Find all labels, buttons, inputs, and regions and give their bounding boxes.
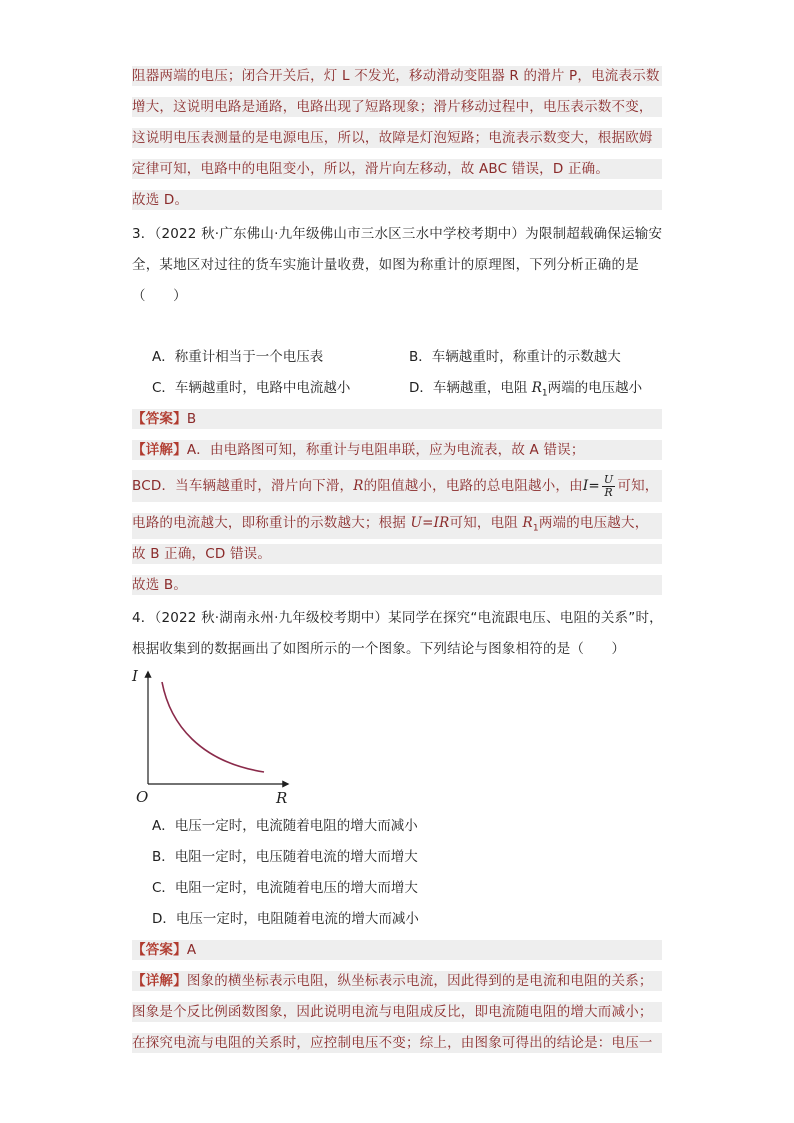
- q3-detail-1-text: A．由电路图可知，称重计与电阻串联，应为电流表，故 A 错误；: [186, 442, 585, 458]
- q4-stem-line-2: 根据收集到的数据画出了如图所示的一个图象。下列结论与图象相符的是（ ）: [132, 641, 626, 657]
- q3-option-d-post: 两端的电压越小: [547, 380, 643, 396]
- prev-detail-line-4: 定律可知，电路中的电阻变小，所以，滑片向左移动，故 ABC 错误，D 正确。: [132, 159, 662, 179]
- prev-detail-line-1: 阻器两端的电压；闭合开关后，灯 L 不发光，移动滑动变阻器 R 的滑片 P，电流表示数: [132, 66, 662, 86]
- q3-detail-2-pre: BCD．当车辆越重时，滑片向下滑，: [132, 478, 354, 494]
- q3-stem-line-2: 全，某地区对过往的货车实施计量收费，如图为称重计的原理图，下列分析正确的是: [132, 257, 639, 273]
- q4-option-a: A．电压一定时，电流随着电阻的增大而减小: [152, 818, 418, 834]
- q3-option-d-r: R: [531, 380, 542, 396]
- q3-detail-tag: 【详解】: [132, 442, 187, 458]
- q3-detail-3-sub: 1: [532, 523, 539, 534]
- q4-answer-value: A: [186, 942, 197, 958]
- q3-formula-eq: =: [588, 478, 600, 494]
- q4-detail-1-text: 图象的横坐标表示电阻，纵坐标表示电流，因此得到的是电流和电阻的关系；: [186, 973, 653, 989]
- q4-answer: [132, 940, 662, 960]
- q3-conclusion: 故选 B。: [132, 575, 662, 595]
- q3-detail-2-r: R: [353, 478, 364, 494]
- q4-x-label: R: [276, 789, 288, 807]
- q3-answer-tag: 【答案】: [132, 411, 187, 427]
- prev-detail-line-3: 这说明电压表测量的是电源电压，所以，故障是灯泡短路；电流表示数变大，根据欧姆: [132, 128, 662, 148]
- q3-option-b: B．车辆越重时，称重计的示数越大: [409, 349, 621, 365]
- q4-option-b: B．电阻一定时，电压随着电流的增大而增大: [152, 849, 418, 865]
- q4-stem-line-1: 4．（2022 秋·湖南永州·九年级校考期中）某同学在探究“电流跟电压、电阻的关系”时，: [132, 610, 663, 626]
- q3-stem-line-3: （ ）: [132, 288, 187, 304]
- q3-detail-3-post: 两端的电压越大，: [538, 515, 649, 531]
- q4-graph: [130, 664, 300, 809]
- q3-detail-3-pre: 电路的电流越大，即称重计的示数越大；根据: [132, 515, 411, 531]
- q3-answer-value: B: [186, 411, 197, 427]
- q3-option-c: C．车辆越重时，电路中电流越小: [152, 380, 351, 396]
- q3-detail-line-1: [132, 440, 662, 460]
- q4-detail-tag: 【详解】: [132, 973, 187, 989]
- q3-detail-line-3: [132, 513, 662, 539]
- q4-option-c: C．电阻一定时，电流随着电压的增大而增大: [152, 880, 418, 896]
- q3-formula-fraction: [602, 474, 615, 499]
- q3-option-d-sub: 1: [541, 388, 548, 399]
- q3-detail-2-post: 可知，: [617, 478, 659, 494]
- q3-answer: [132, 409, 662, 429]
- q3-stem-line-1: 3．（2022 秋·广东佛山·九年级佛山市三水区三水中学校考期中）为限制超载确保运输安: [132, 226, 663, 242]
- q3-detail-2-mid: 的阻值越小，电路的总电阻越小，由: [363, 478, 583, 494]
- q3-detail-3-r: R: [522, 515, 533, 531]
- q4-curve: [162, 682, 264, 772]
- q3-option-a: A．称重计相当于一个电压表: [152, 349, 324, 365]
- q4-origin-label: O: [136, 788, 149, 806]
- q3-detail-3-formula: U=IR: [410, 515, 450, 531]
- q3-formula-i: I: [582, 478, 589, 494]
- q4-option-d: D．电压一定时，电阻随着电流的增大而减小: [152, 911, 419, 927]
- q3-formula-denominator: R: [604, 485, 613, 499]
- prev-conclusion: 故选 D。: [132, 190, 662, 210]
- q4-detail-line-1: [132, 971, 662, 991]
- q3-detail-line-2: [132, 470, 662, 502]
- q4-answer-tag: 【答案】: [132, 942, 187, 958]
- q4-y-label: I: [132, 667, 138, 685]
- q3-detail-3-mid: 可知，电阻: [449, 515, 523, 531]
- q4-detail-line-3: 在探究电流与电阻的关系时，应控制电压不变；综上，由图象可得出的结论是：电压一: [132, 1033, 662, 1053]
- prev-detail-line-2: 增大，这说明电路是通路，电路出现了短路现象；滑片移动过程中，电压表示数不变，: [132, 97, 662, 117]
- q4-detail-line-2: 图象是个反比例函数图象，因此说明电流与电阻成反比，即电流随电阻的增大而减小；: [132, 1002, 662, 1022]
- q3-formula-numerator: U: [603, 472, 614, 486]
- q3-option-d-pre: D．车辆越重，电阻: [409, 380, 532, 396]
- q3-detail-line-4: 故 B 正确，CD 错误。: [132, 544, 662, 564]
- q3-option-d: [409, 378, 642, 404]
